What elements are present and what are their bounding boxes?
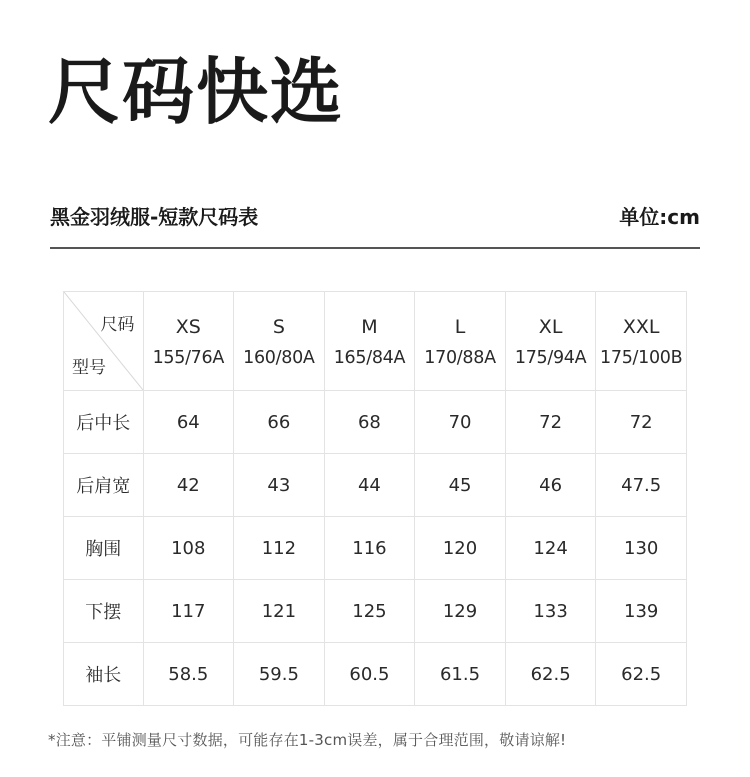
table-row-chest	[64, 517, 687, 580]
table-cell: 124	[505, 517, 596, 580]
table-cell: 117	[143, 580, 234, 643]
size-code: XXL	[622, 316, 660, 338]
size-spec: 155/76A	[152, 348, 225, 368]
corner-label-model: 型号	[72, 358, 106, 378]
size-header-l	[415, 292, 506, 391]
row-label: 袖长	[64, 643, 144, 706]
table-cell: 64	[143, 391, 234, 454]
size-code: M	[361, 316, 378, 338]
row-label: 下摆	[64, 580, 144, 643]
table-cell: 129	[415, 580, 506, 643]
table-cell: 58.5	[143, 643, 234, 706]
table-cell: 45	[415, 454, 506, 517]
size-spec: 175/100B	[600, 348, 683, 368]
table-cell: 72	[596, 391, 687, 454]
table-cell: 116	[324, 517, 415, 580]
table-header-row	[64, 292, 687, 391]
size-header-xl	[505, 292, 596, 391]
disclaimer-note: *注意：平铺测量尺寸数据，可能存在1-3cm误差，属于合理范围，敬请谅解!	[48, 731, 567, 749]
size-header-xs	[143, 292, 234, 391]
table-cell: 125	[324, 580, 415, 643]
table-cell: 133	[505, 580, 596, 643]
table-cell: 108	[143, 517, 234, 580]
table-cell: 120	[415, 517, 506, 580]
corner-label-size: 尺码	[100, 315, 135, 335]
table-cell: 44	[324, 454, 415, 517]
size-spec: 175/94A	[514, 348, 587, 368]
table-cell: 46	[505, 454, 596, 517]
table-cell: 61.5	[415, 643, 506, 706]
table-row-shoulder-width	[64, 454, 687, 517]
table-cell: 43	[234, 454, 325, 517]
divider	[50, 247, 700, 249]
size-code: L	[454, 316, 466, 338]
table-cell: 139	[596, 580, 687, 643]
row-label: 后中长	[64, 391, 144, 454]
table-cell: 68	[324, 391, 415, 454]
table-cell: 62.5	[505, 643, 596, 706]
table-cell: 70	[415, 391, 506, 454]
size-code: S	[272, 316, 285, 338]
row-label: 胸围	[64, 517, 144, 580]
table-cell: 130	[596, 517, 687, 580]
size-chart-table	[63, 291, 687, 706]
table-cell: 66	[234, 391, 325, 454]
header-corner-cell	[64, 292, 144, 391]
table-row-hem	[64, 580, 687, 643]
size-code: XL	[538, 316, 563, 338]
table-cell: 72	[505, 391, 596, 454]
table-row-back-length	[64, 391, 687, 454]
table-cell: 42	[143, 454, 234, 517]
table-cell: 62.5	[596, 643, 687, 706]
page-title: 尺码快选	[48, 50, 345, 134]
size-header-xxl	[596, 292, 687, 391]
size-header-s	[234, 292, 325, 391]
unit-label: 单位:cm	[619, 205, 700, 229]
table-cell: 112	[234, 517, 325, 580]
table-cell: 47.5	[596, 454, 687, 517]
row-label: 后肩宽	[64, 454, 144, 517]
table-title: 黑金羽绒服-短款尺码表	[50, 205, 259, 229]
size-code: XS	[175, 316, 201, 338]
size-spec: 165/84A	[333, 348, 406, 368]
table-cell: 121	[234, 580, 325, 643]
size-spec: 170/88A	[424, 348, 496, 368]
size-spec: 160/80A	[243, 348, 315, 368]
table-cell: 60.5	[324, 643, 415, 706]
table-row-sleeve-length	[64, 643, 687, 706]
table-cell: 59.5	[234, 643, 325, 706]
size-header-m	[324, 292, 415, 391]
